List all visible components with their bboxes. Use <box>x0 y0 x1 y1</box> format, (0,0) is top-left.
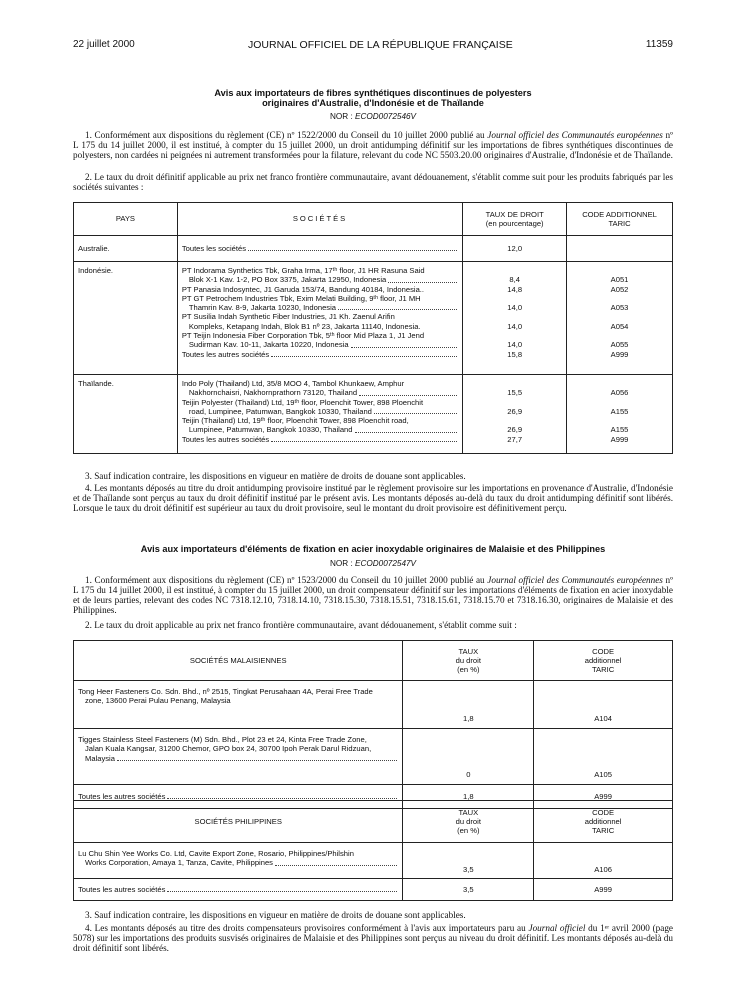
header-date: 22 juillet 2000 <box>73 39 135 50</box>
header-page-number: 11359 <box>645 39 673 50</box>
table-row-thailand <box>74 375 673 454</box>
notice1-para3: 3. Sauf indication contraire, les dispositions en vigueur en matière de droits de douane sont applicables. <box>85 471 466 481</box>
header-journal-title: JOURNAL OFFICIEL DE LA RÉPUBLIQUE FRANÇAISE <box>248 39 513 51</box>
notice1-para1: 1. Conformément aux dispositions du règlement (CE) nº 1522/2000 du Conseil du 10 juillet 2000 publié au Journal officiel des Communautés européennes nº L 175 du 14 juillet 2000, il est institué, à compter du 15 juillet 2000, un droit antidumping définitif sur les importations de fibres synthétiques discontinues de polyesters, non cardées ni peignées ni autrement transformées pour la filature, relevant du code NC 5503.20.00 originaires d'Australie, d'Indonésie et de Thaïlande. <box>73 130 673 160</box>
pays-cell: Thaïlande. <box>74 375 178 454</box>
notice2-para1: 1. Conformément aux dispositions du règlement (CE) nº 1523/2000 du Conseil du 10 juillet 2000 publié au Journal officiel des Communautés européennes nº L 175 du 14 juillet 2000, il est institué, à compter du 15 juillet 2000, un droit compensateur définitif sur les importations d'éléments de fixation en acier inoxydable et de leurs parties, relevant des codes NC 7318.12.10, 7318.14.10, 7318.15.30, 7318.15.51, 7318.15.61, 7318.15.70 et 7318.16.30, originaires de Malaisie et des Philippines. <box>73 575 673 615</box>
table-header-row <box>74 203 673 236</box>
table-header-row <box>74 801 673 843</box>
col-header-code: CODE additionnel TARIC <box>534 801 673 843</box>
journal-ref: Journal officiel <box>528 923 586 933</box>
nor-label: NOR : <box>329 112 356 121</box>
nor-code: ECOD0072546V <box>355 112 417 121</box>
col-header-societes: SOCIÉTÉS PHILIPPINES <box>74 801 403 843</box>
rate-cell: 0 <box>403 729 534 785</box>
notice2-para4: 4. Les montants déposés au titre des droits compensateurs provisoires conformément à l'avis aux importateurs paru au Journal officiel du 1ᵉʳ avril 2000 (page 5078) sur les importations des produits susvisés originaires de Malaisie et des Philippines sont perçus au niveau du droit définitif. Les montants déposés au-delà du droit définitif sont libérés. <box>73 923 674 953</box>
code-cell: A105 <box>534 729 673 785</box>
table-header-row <box>74 641 673 681</box>
rate-cell: 15,5 26,9 26,9 27,7 <box>463 375 567 454</box>
rate-cell: 12,0 <box>463 236 567 262</box>
table-row <box>74 879 673 901</box>
code-cell: A056 A155 A155 A999 <box>567 375 673 454</box>
notice1-title-line2: originaires d'Australie, d'Indonésie et de Thaïlande <box>262 98 484 108</box>
notice1-rates-table <box>73 202 673 454</box>
company-cell: Tong Heer Fasteners Co. Sdn. Bhd., nº 2515, Tingkat Perusahaan 4A, Perai Free Trade zone, 13600 Perai Pulau Penang, Malaysia <box>74 681 403 729</box>
company-cell: PT Indorama Synthetics Tbk, Graha Irma, 17ᵗʰ floor, J1 HR Rasuna Said Blok X-1 Kav. 1-2, PO Box 3375, Jakarta 12950, Indonesia PT Panasia Indosyntec, J1 Garuda 153/74, Bandung 40184, Indonesia.. PT GT Petrochem Industries Tbk, Exim Melati Building, 9ᵗʰ floor, J1 MH Thamrin Kav. 8-9, Jakarta 10230, Indonesia PT Susilia Indah Synthetic Fiber Industries, J1 Kh. Zaenul Arifin Kompleks, Ketapang Indah, Blok B1 nº 23, Jakarta 11140, Indonesia. PT Teijin Indonesia Fiber Corporation Tbk, 5ᵗʰ floor Mid Plaza 1, J1 Jend Sudirman Kav. 10-11, Jakarta 10220, Indonesia Toutes les autres sociétés <box>177 262 462 375</box>
nor-label: NOR : <box>329 559 356 568</box>
code-cell: A999 <box>534 879 673 901</box>
pays-cell: Australie. <box>74 236 178 262</box>
code-cell <box>567 236 673 262</box>
table-row <box>74 729 673 785</box>
notice2-nor <box>73 559 673 568</box>
company-cell: Lu Chu Shin Yee Works Co. Ltd, Cavite Export Zone, Rosario, Philippines/Philshin Works Corporation, Amaya 1, Tanza, Cavite, Philippines <box>74 843 403 879</box>
notice1-para4: 4. Les montants déposés au titre du droit antidumping provisoire institué par le règlement provisoire sur les importations en provenance d'Australie, d'Indonésie et de Thaïlande sont perçus au taux du droit définitif institué par le présent avis. Les montants déposés au-delà du taux du droit antidumping définitif sont libérés. Lorsque le taux du droit définitif est supérieur au taux du droit provisoire, seul le montant du droit provisoire est définitivement perçu. <box>73 483 673 513</box>
company-cell: Toutes les autres sociétés <box>74 879 403 901</box>
col-header-pays: PAYS <box>74 203 178 236</box>
notice1-title <box>73 88 673 108</box>
notice1-nor <box>73 112 673 121</box>
col-header-taux: TAUX DE DROIT (en pourcentage) <box>463 203 567 236</box>
notice1-para2: 2. Le taux du droit définitif applicable au prix net franco frontière communautaire, avant dédouanement, s'établit comme suit pour les produits fabriqués par les sociétés suivantes : <box>73 172 673 192</box>
notice2-para2: 2. Le taux du droit applicable au prix net franco frontière communautaire, avant dédouanement, s'établit comme suit : <box>85 620 517 630</box>
col-header-societes: SOCIÉTÉS <box>177 203 462 236</box>
rate-cell: 3,5 <box>403 843 534 879</box>
table-row-indonesia <box>74 262 673 375</box>
rate-cell: 1,8 <box>403 785 534 809</box>
journal-ref: Journal officiel des Communautés européennes <box>487 575 663 585</box>
company-cell: Toutes les autres sociétés <box>74 785 403 809</box>
col-header-societes: SOCIÉTÉS MALAISIENNES <box>74 641 403 681</box>
col-header-taux: TAUX du droit (en %) <box>403 801 534 843</box>
notice2-para3: 3. Sauf indication contraire, les dispositions en vigueur en matière de droits de douane sont applicables. <box>85 910 466 920</box>
nor-code: ECOD0072547V <box>355 559 417 568</box>
code-cell: A051 A052 A053 A054 A055 A999 <box>567 262 673 375</box>
code-cell: A106 <box>534 843 673 879</box>
rate-cell: 1,8 <box>403 681 534 729</box>
notice2-title: Avis aux importateurs d'éléments de fixation en acier inoxydable originaires de Malaisie et des Philippines <box>140 544 606 554</box>
col-header-taux: TAUX du droit (en %) <box>403 641 534 681</box>
company-cell: Indo Poly (Thailand) Ltd, 35/8 MOO 4, Tambol Khunkaew, Amphur Nakhornchaisri, Nakhornprathorn 73120, Thailand Teijin Polyester (Thailand) Ltd, 19ᵗʰ floor, Ploenchit Tower, 898 Ploenchit road, Lumpinee, Patumwan, Bangkok 10330, Thailand Teijin (Thailand) Ltd, 19ᵗʰ floor, Ploenchit Tower, 898 Ploenchit road, Lumpinee, Patumwan, Bangkok 10330, Thailand Toutes les autres sociétés <box>177 375 462 454</box>
code-cell: A999 <box>534 785 673 809</box>
company-cell: Toutes les sociétés <box>177 236 462 262</box>
malaysia-rates-table <box>73 640 673 809</box>
journal-ref: Journal officiel des Communautés européennes <box>487 130 663 140</box>
col-header-code: CODE additionnel TARIC <box>534 641 673 681</box>
company-cell: Tigges Stainless Steel Fasteners (M) Sdn. Bhd., Plot 23 et 24, Kinta Free Trade Zone, Jalan Kuala Kangsar, 31200 Chemor, GPO box 24, 30700 Ipoh Perak Darul Ridzuan, Malaysia <box>74 729 403 785</box>
rate-cell: 8,4 14,8 14,0 14,0 14,0 15,8 <box>463 262 567 375</box>
philippines-rates-table <box>73 800 673 901</box>
page-header <box>73 39 673 53</box>
table-row-australia <box>74 236 673 262</box>
rate-cell: 3,5 <box>403 879 534 901</box>
pays-cell: Indonésie. <box>74 262 178 375</box>
col-header-code: CODE ADDITIONNEL TARIC <box>567 203 673 236</box>
table-row <box>74 843 673 879</box>
code-cell: A104 <box>534 681 673 729</box>
notice1-title-line1: Avis aux importateurs de fibres synthétiques discontinues de polyesters <box>214 88 532 98</box>
table-row <box>74 681 673 729</box>
